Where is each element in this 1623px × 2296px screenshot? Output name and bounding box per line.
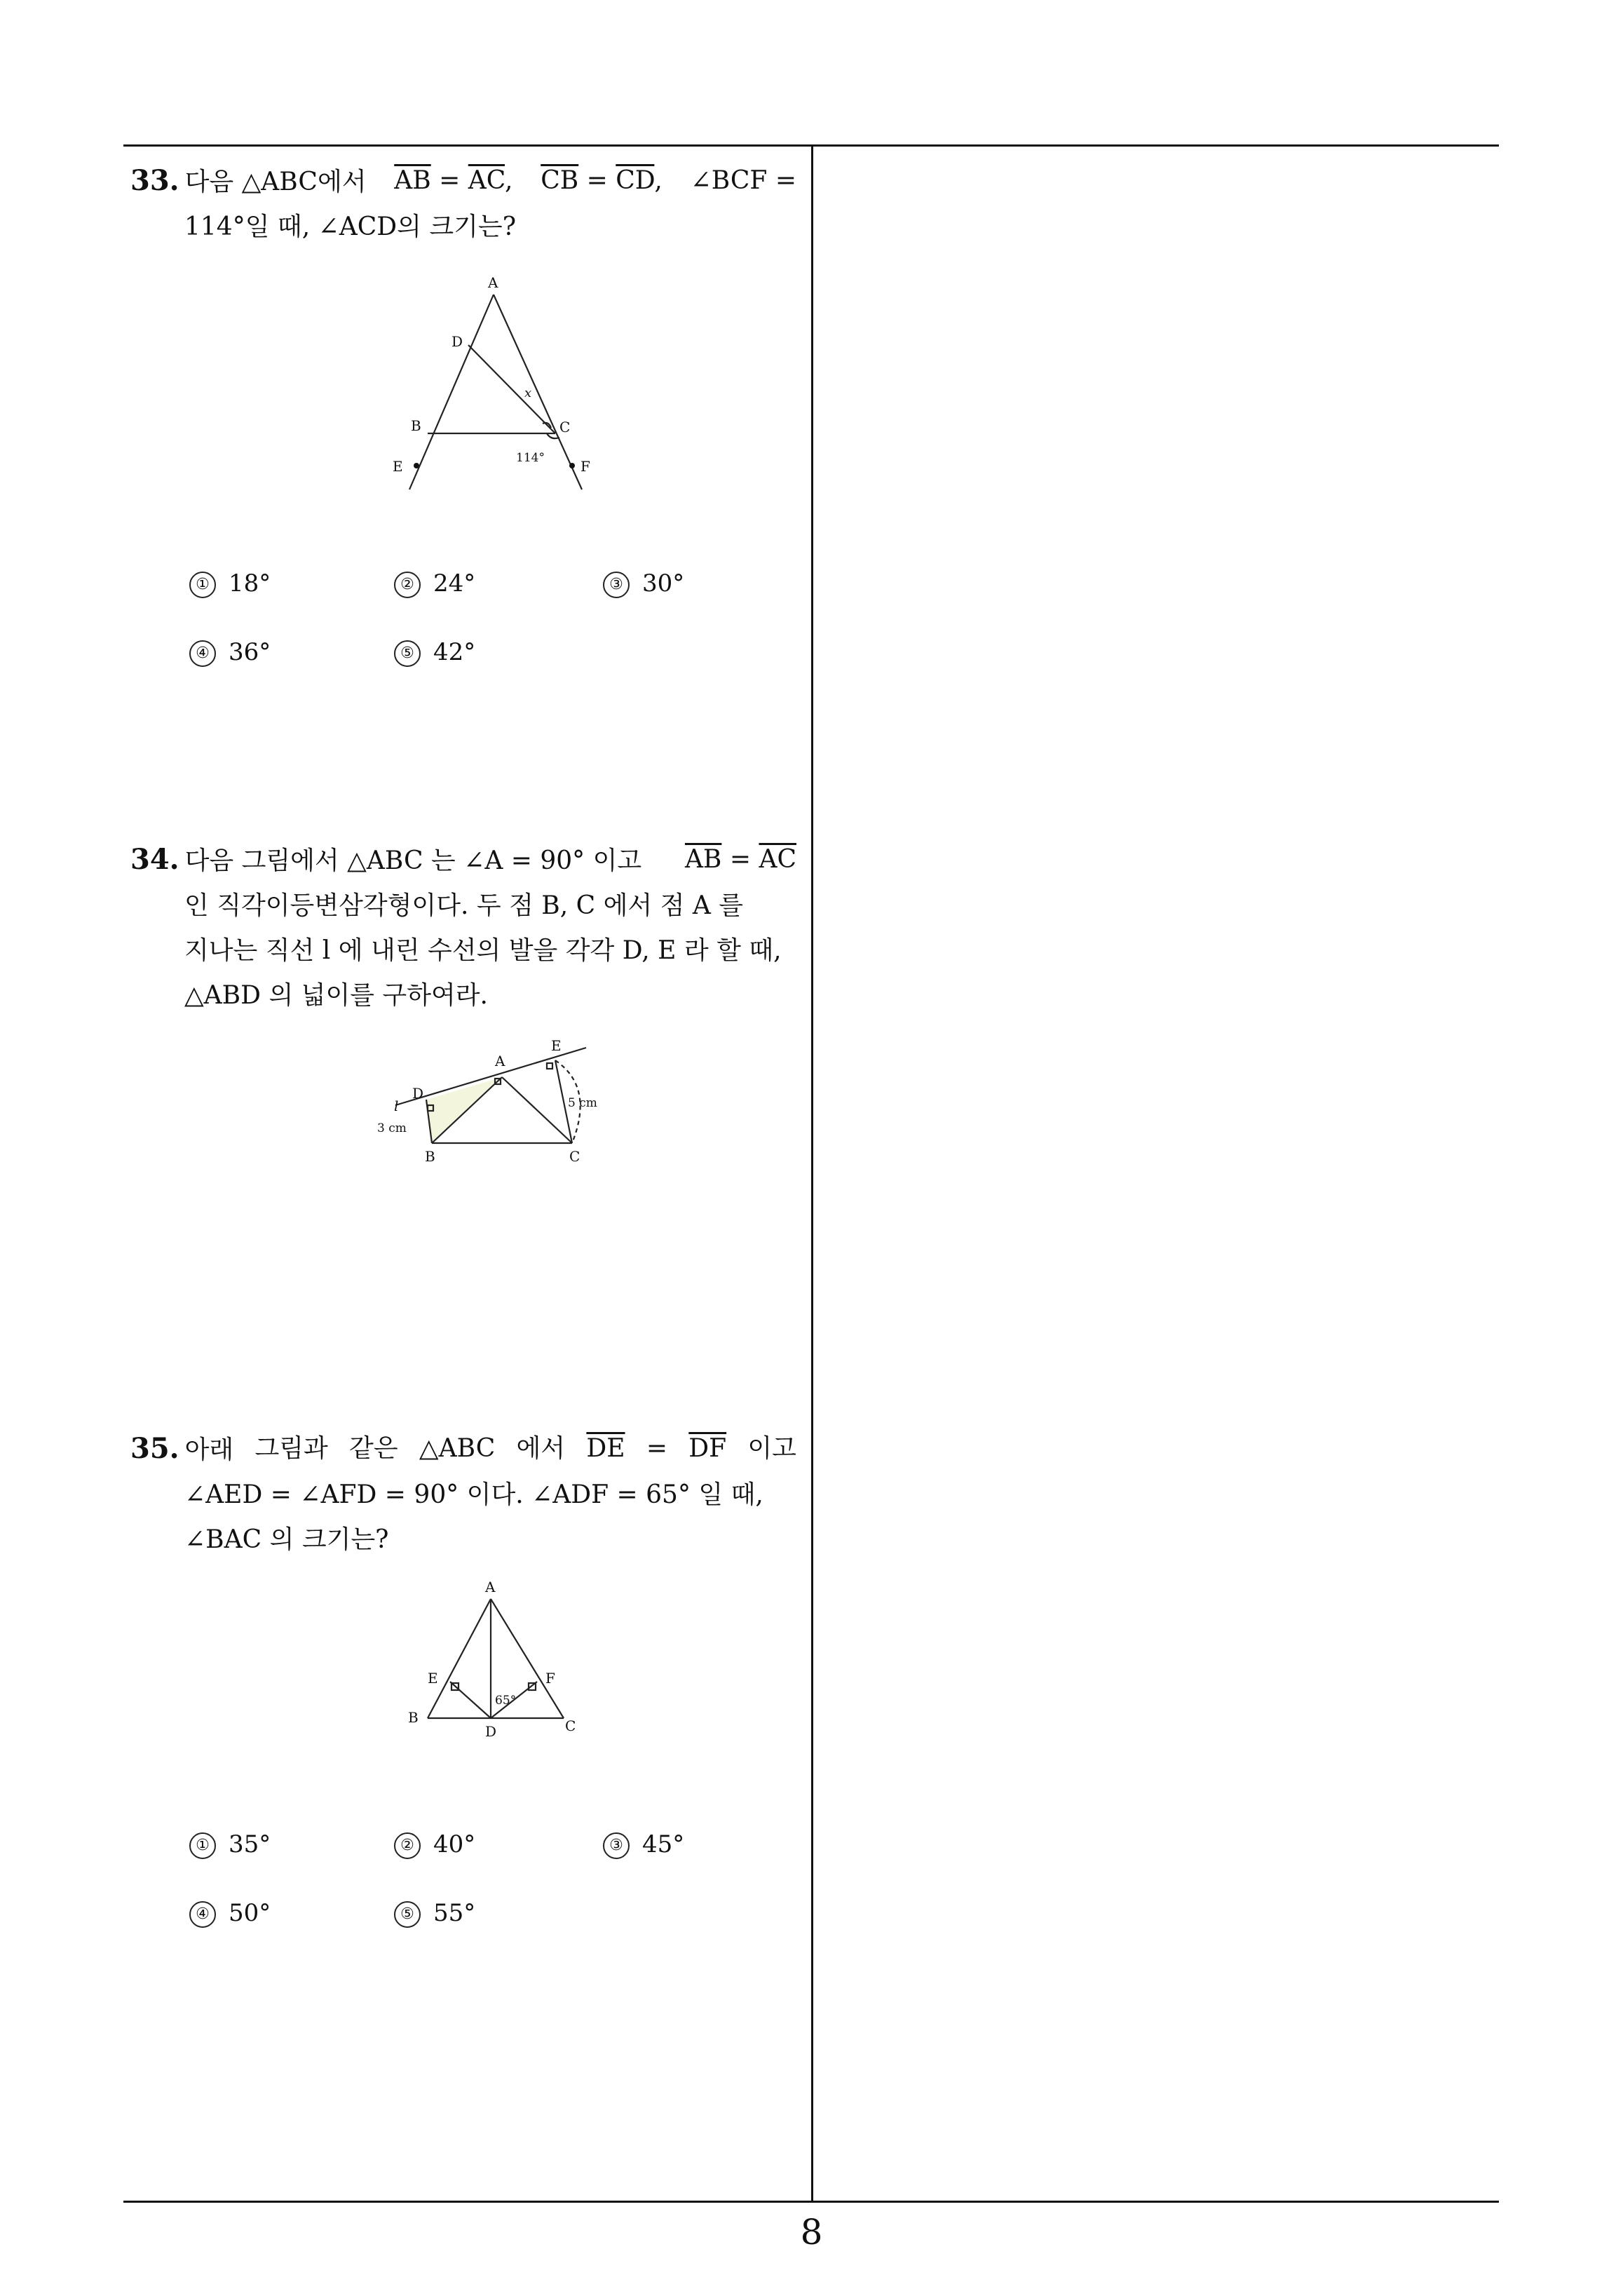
problem-34-line-1: 34. 다음 그림에서 △ABC 는 ∠A = 90° 이고 $\overline{AB} = \overline{AC}$ <box>130 843 796 876</box>
angle-label: 65° <box>495 1694 517 1708</box>
segment-cb: $\overline{CB}$ <box>541 166 579 195</box>
choice-text: 18° <box>229 569 271 597</box>
choice-number: ① <box>189 572 216 598</box>
label-C: C <box>565 1717 576 1734</box>
label-E: E <box>428 1670 438 1687</box>
figure-33-svg <box>379 266 617 498</box>
figure-33 <box>379 266 617 501</box>
choice-1[interactable] <box>189 569 271 598</box>
choice-text: 36° <box>229 638 271 666</box>
problem-33-line-1: 33. 다음 △ABC에서 $\overline{AB} = \overline{AC}$, $\overline{CB} = \overline{CD}$, ∠BCF = <box>130 164 796 197</box>
problem-number: 35. <box>130 1432 179 1465</box>
choice-4[interactable] <box>189 638 271 667</box>
length-5cm: 5 cm <box>568 1096 597 1110</box>
figure-34-svg <box>376 1038 614 1171</box>
segment-ab: $\overline{AB}$ <box>394 166 431 195</box>
problem-35-line-3: ∠BAC 의 크기는? <box>184 1525 389 1554</box>
problem-34-line-3: 지나는 직선 l 에 내린 수선의 발을 각각 D, E 라 할 때, <box>184 936 782 965</box>
choice-number: ③ <box>603 572 630 598</box>
label-F: F <box>580 458 590 475</box>
problem-34-line-2: 인 직각이등변삼각형이다. 두 점 B, C 에서 점 A 를 <box>184 891 744 920</box>
choice-text: 30° <box>642 569 685 597</box>
choice-4[interactable] <box>189 1899 271 1928</box>
segment-ac: $\overline{AC}$ <box>468 166 505 195</box>
label-A: A <box>485 1579 496 1595</box>
problem-34 <box>130 837 796 1018</box>
page-number: 8 <box>800 2212 823 2253</box>
choice-text: 24° <box>433 569 476 597</box>
choice-5[interactable] <box>394 1899 475 1928</box>
choice-text: 35° <box>229 1830 271 1858</box>
choice-number: ⑤ <box>394 640 421 667</box>
segment-ac: $\overline{AC}$ <box>759 845 796 874</box>
label-x: x <box>524 386 532 400</box>
choice-number: ② <box>394 572 421 598</box>
choice-text: 40° <box>433 1830 476 1858</box>
angle-label: 114° <box>516 451 545 465</box>
choice-5[interactable] <box>394 638 475 667</box>
choice-3[interactable] <box>603 1830 684 1859</box>
segment-cd: $\overline{CD}$ <box>616 166 655 195</box>
label-B: B <box>411 417 421 434</box>
label-l: l <box>394 1098 399 1114</box>
problem-35-line-2: ∠AED = ∠AFD = 90° 이다. ∠ADF = 65° 일 때, <box>184 1480 763 1509</box>
problem-number: 33. <box>130 164 179 197</box>
choice-text: 50° <box>229 1899 271 1927</box>
label-D: D <box>485 1723 497 1740</box>
label-E: E <box>393 458 403 475</box>
label-B: B <box>425 1148 435 1165</box>
label-D: D <box>412 1085 424 1102</box>
bottom-rule <box>123 2201 1499 2203</box>
problem-number: 34. <box>130 843 179 876</box>
choice-1[interactable] <box>189 1830 271 1859</box>
problem-33-line-2: 114°일 때, ∠ACD의 크기는? <box>184 212 517 241</box>
problem-35 <box>130 1426 796 1562</box>
choice-text: 45° <box>642 1830 685 1858</box>
segment-ab: $\overline{AB}$ <box>684 845 722 874</box>
choice-3[interactable] <box>603 569 684 598</box>
figure-34 <box>376 1038 614 1174</box>
label-D: D <box>451 333 463 350</box>
label-A: A <box>495 1053 505 1069</box>
choice-number: ④ <box>189 1901 216 1928</box>
segment-de: $\overline{DE}$ <box>586 1434 625 1463</box>
figure-35 <box>400 1578 596 1749</box>
problem-34-line-4: △ABD 의 넓이를 구하여라. <box>184 981 488 1010</box>
label-F: F <box>545 1670 555 1687</box>
column-divider <box>811 144 813 2203</box>
label-C: C <box>569 1148 580 1165</box>
problem-35-line-1: 35. 아래 그림과 같은 △ABC 에서 $\overline{DE}$ = $\overline{DF}$ 이고 <box>130 1432 796 1465</box>
choice-number: ③ <box>603 1832 630 1859</box>
choice-text: 55° <box>433 1899 476 1927</box>
choice-number: ④ <box>189 640 216 667</box>
segment-df: $\overline{DF}$ <box>688 1434 727 1463</box>
length-3cm: 3 cm <box>377 1121 407 1135</box>
choice-text: 42° <box>433 638 476 666</box>
choice-number: ⑤ <box>394 1901 421 1928</box>
label-A: A <box>488 274 498 291</box>
figure-35-svg <box>400 1578 596 1746</box>
choice-2[interactable] <box>394 569 475 598</box>
label-B: B <box>408 1709 419 1726</box>
choice-number: ① <box>189 1832 216 1859</box>
label-E: E <box>551 1038 562 1054</box>
label-C: C <box>559 419 571 435</box>
problem-33 <box>130 158 796 250</box>
choice-2[interactable] <box>394 1830 475 1859</box>
choice-number: ② <box>394 1832 421 1859</box>
